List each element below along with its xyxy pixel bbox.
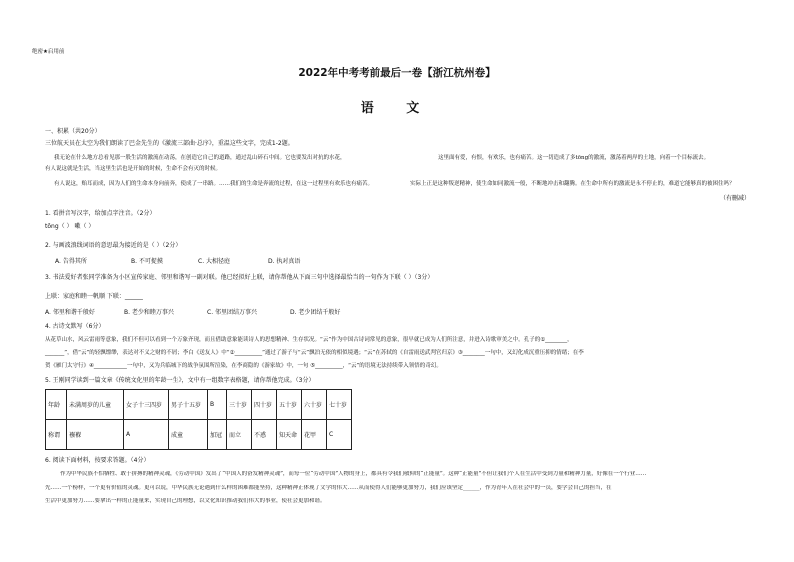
table-cell: 花甲	[302, 420, 327, 450]
question-6-text: 作为中华民族不怕牺牲、敢于拼搏的精神灵魂，《劳动中国》发出了“中国人的奋发精神灵魂”，而每一位“劳动中国”人物的身上，都具有令我们敬仰的“正能量”。这种“正能量”不但让我们个人在生活中受到力量和精神力量，好像在一个行业……	[60, 471, 647, 477]
table-cell: 三十岁	[227, 390, 252, 420]
table-cell: C	[327, 420, 352, 450]
table-cell: 男子十五岁	[169, 390, 208, 420]
table-cell: B	[208, 390, 227, 420]
option-a: A. 邻里和谐千般好	[45, 309, 95, 316]
option-d: D. 老少团结千般好	[290, 309, 341, 316]
table-cell: 不惑	[252, 420, 277, 450]
section-heading: 一、积累（共20分）	[45, 128, 101, 135]
couplet-upper: 上联：家庭和睦一帆顺 下联：______	[45, 293, 143, 300]
option-c: C. 大相径庭	[198, 258, 231, 265]
table-cell: 七十岁	[327, 390, 352, 420]
page-title: 2022年中考考前最后一卷【浙江杭州卷】	[298, 67, 496, 79]
table-cell: A	[124, 420, 169, 450]
passage-line: 实际上正是这种叛逆精神，使生命如同激流一般，不断地冲击和翻腾。在生命中所有的激流是永不停止的，难道它能够真的被困住吗？	[410, 181, 735, 187]
passage-line: 有人说这就是生活，当这里生活也是开始的时候，生命不会有灭的时候。	[45, 166, 222, 172]
table-cell: 襁褓	[67, 420, 124, 450]
question-4-text: 从花草山水，风云雷雨等意象，我们不但可以看到一个万象齐现，而且借助意象能读诗人的思想精神、生存状况。“云”作为中国古诗词常见的意象，很早就已成为人们所注意，并进入诗歌审美之中。孔子的①________，	[45, 337, 573, 343]
option-b: B. 老少和睦万事兴	[124, 309, 174, 316]
table-cell: 未满周岁的儿童	[67, 390, 124, 420]
source-note: （有删减）	[720, 195, 751, 202]
question-4-text: 贺《雁门太守行》④____________一句中，又为兵临城下的战争氛围所渲染，在李商隐的《游家故》中，一句 ⑤__________，“云”的语境无法持续带入领悟的奇幻。	[45, 363, 442, 369]
table-cell: 四十岁	[252, 390, 277, 420]
passage-line: 我无论在什么地方总看见那一股生活的激流在动荡，在创造它自己的道路，通过乱山碎石中间。它也要发出对抗的水花，	[54, 155, 346, 161]
table-cell: 知天命	[277, 420, 302, 450]
table-cell: 加冠	[208, 420, 227, 450]
confidential-label: 绝密★启用前	[32, 49, 65, 55]
question-1: 1. 看拼音写汉字，给加点字注音。（2分）	[45, 210, 156, 217]
table-cell: 年龄	[46, 390, 67, 420]
question-3: 3. 书法爱好者张同学准备为小区宣传家庭、邻里和谐写一副对联。他已经拟好上联，请你帮他从下面三句中选择最恰当的一句作为下联（ ）（3分）	[45, 274, 434, 281]
option-b: B. 不可捉摸	[131, 258, 163, 265]
age-table	[45, 389, 352, 450]
question-6-text: 先……一个榜样，一个更有价值的灵魂。更可以说，中华民族无论遇到什么样的困难都能坚持，这种精神正体现了文学的伟大……从而使得人们能够更加努力，我们应该坚定______，作为青年人在社会中的一员，要学会自己的担当，在	[45, 485, 612, 491]
table-row	[46, 390, 352, 420]
question-6-text: 生活中更加努力……要拿出一样的正能量来，实现自己的理想，以文化知识推动我们伟大的事业，使社会更加和谐。	[45, 498, 326, 504]
subject-title: 语 文	[360, 101, 434, 116]
table-cell: 而立	[227, 420, 252, 450]
table-row	[46, 420, 352, 450]
question-5: 5. 王刚同学读到一篇文章《传统文化里的年龄一生》，文中有一组数字表格题，请你帮他完成。（3分）	[45, 377, 315, 384]
question-4: 4. 古诗文默写（6分）	[45, 323, 105, 330]
table-cell: 称谓	[46, 420, 67, 450]
option-a: A. 告得其所	[55, 258, 87, 265]
question-6: 6. 阅读下面材料，按要求答题。（4分）	[45, 457, 150, 464]
table-cell: 女子十三四岁	[124, 390, 169, 420]
passage-line: 有人说这，贻耳而成，因为人们的生命本身向前奔，使成了一串路。……我们的生命是奔流的过程，在这一过程里有欢乐也有痛苦。	[54, 181, 374, 187]
table-cell: 五十岁	[277, 390, 302, 420]
option-c: C. 邻里团结万事兴	[207, 309, 258, 316]
question-2: 2. 与画波浪线词语的意思最为接近的是（ ）（2分）	[45, 242, 182, 249]
question-1-blanks: tōng（ ） 嗽（ ）	[45, 223, 95, 230]
option-d: D. 执对真语	[268, 258, 301, 265]
section-intro: 三位航天员在太空为我们朗读了巴金先生的《激流三部曲·总序》，重温这些文字，完成1-2题。	[45, 140, 294, 147]
passage-line: 这里面有爱，有恨，有欢乐，也有痛苦。这一切造成了多tōng的激流，激荡着两岸的土地，向着一个目标流去。	[438, 155, 710, 161]
table-cell: 六十岁	[302, 390, 327, 420]
question-4-text: _______”，借“云”的轻飘缥缈，表达对不义之财的不屑；李白《送友人》中“②__________”通过了游子与“云”飘泊无依的相似境遇；“云”在苏轼的《自雷雨送武判官归京》③________一句中，又幻化成沉重压抑的情绪；在李	[45, 350, 584, 356]
table-cell: 成童	[169, 420, 208, 450]
